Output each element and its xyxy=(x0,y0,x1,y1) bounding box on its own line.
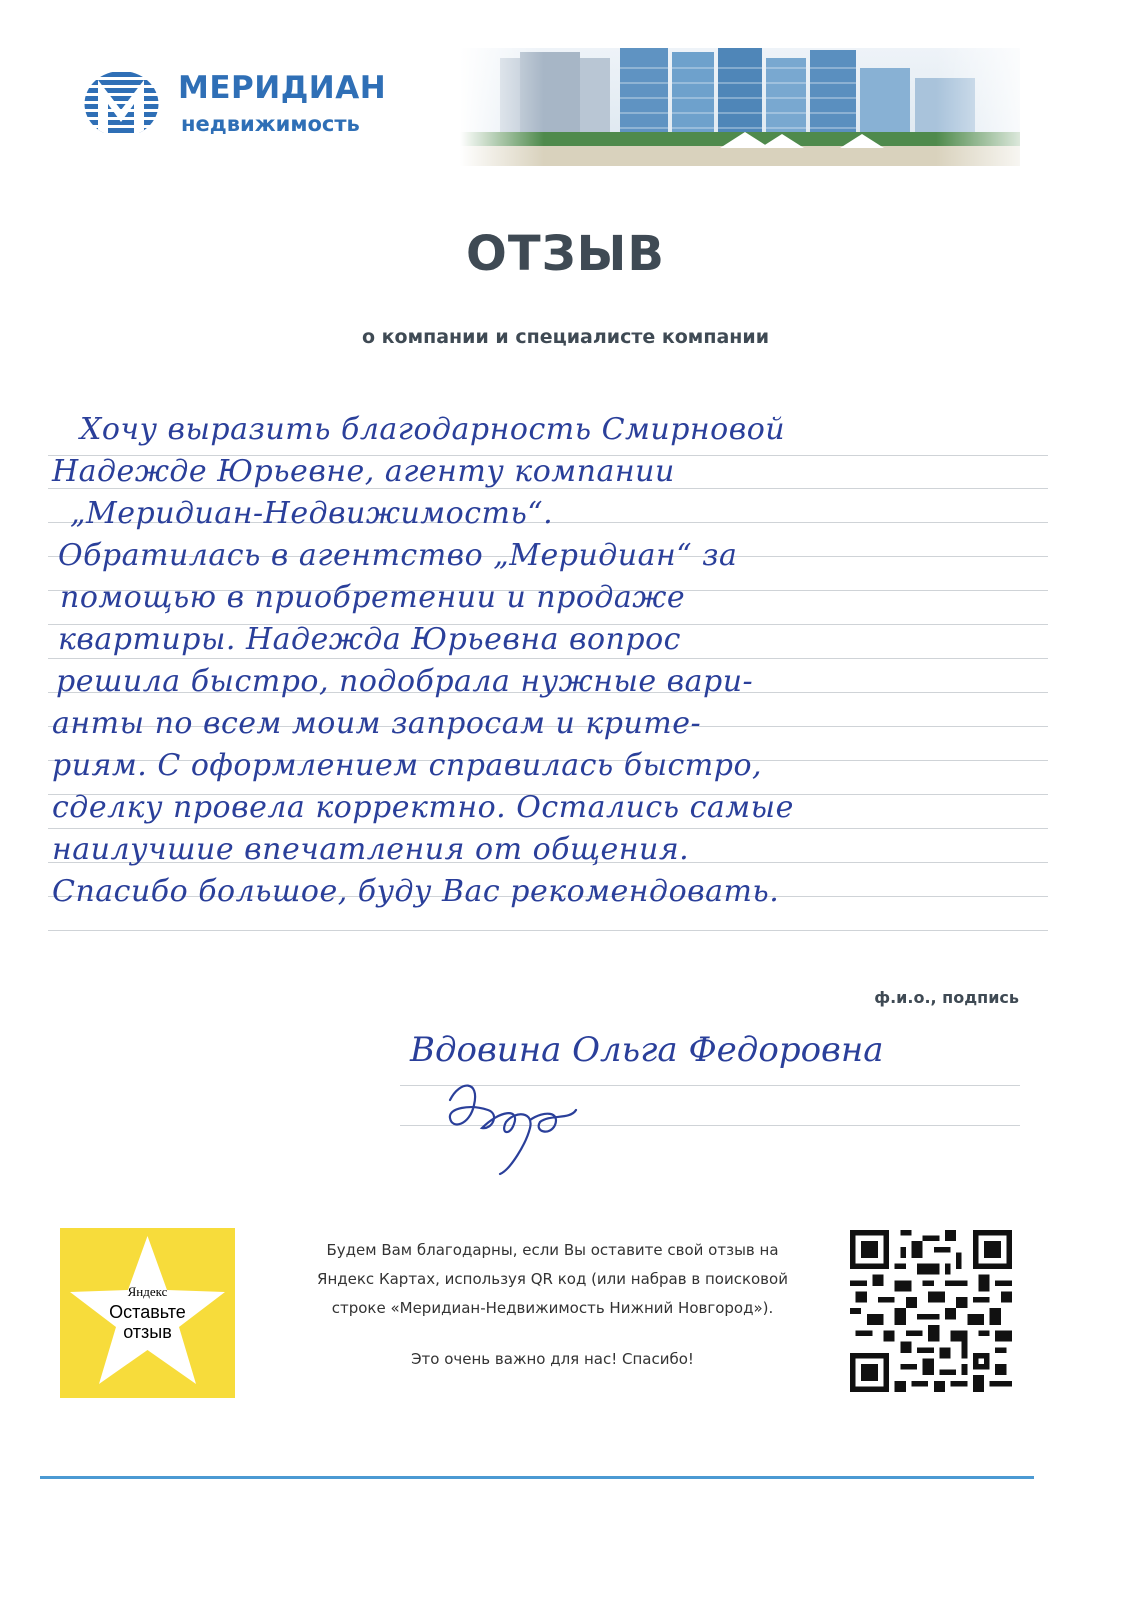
yandex-cta-line: Оставьте xyxy=(109,1302,186,1322)
review-line: квартиры. Надежда Юрьевна вопрос xyxy=(58,622,681,657)
handwritten-signature-image xyxy=(430,1070,590,1180)
brand-name: МЕРИДИАН xyxy=(178,70,387,106)
footer-text-line: строке «Меридиан-Недвижимость Нижний Новгород»). xyxy=(331,1299,774,1317)
review-line: Обратилась в агентство „Меридиан“ за xyxy=(58,538,738,573)
bottom-accent-line xyxy=(40,1476,1034,1479)
review-line: помощью в приобретении и продаже xyxy=(60,580,686,615)
footer-request-text xyxy=(270,1236,835,1323)
review-line: Хочу выразить благодарность Смирновой xyxy=(80,412,786,447)
qr-code-icon xyxy=(850,1230,1012,1392)
review-line: „Меридиан-Недвижимость“. xyxy=(70,496,554,531)
review-line: сделку провела корректно. Остались самые xyxy=(52,790,794,825)
review-line: наилучшие впечатления от общения. xyxy=(52,832,690,867)
footer-text-line: Будем Вам благодарны, если Вы оставите свой отзыв на xyxy=(326,1241,779,1259)
footer-text-line: Яндекс Картах, используя QR код (или набрав в поисковой xyxy=(317,1270,788,1288)
yandex-brand: Яндекс xyxy=(127,1284,168,1299)
review-line: анты по всем моим запросам и крите- xyxy=(52,706,702,741)
review-line: риям. С оформлением справилась быстро, xyxy=(52,748,763,783)
document-title: ОТЗЫВ xyxy=(466,226,665,282)
signature-name: Вдовина Ольга Федоровна xyxy=(410,1030,884,1070)
meridian-logo-icon xyxy=(84,70,159,138)
review-line: Спасибо большое, буду Вас рекомендовать. xyxy=(52,874,780,909)
city-skyline-banner-image xyxy=(460,48,1020,166)
brand-subtitle: недвижимость xyxy=(181,112,360,136)
signature-caption: ф.и.о., подпись xyxy=(874,988,1019,1007)
yandex-cta xyxy=(60,1302,235,1342)
footer-thanks: Это очень важно для нас! Спасибо! xyxy=(411,1350,694,1368)
review-line: Надежде Юрьевне, агенту компании xyxy=(52,454,675,489)
document-subtitle: о компании и специалисте компании xyxy=(361,326,770,348)
yandex-cta-line: отзыв xyxy=(123,1322,172,1342)
review-line: решила быстро, подобрала нужные вари- xyxy=(56,664,754,699)
